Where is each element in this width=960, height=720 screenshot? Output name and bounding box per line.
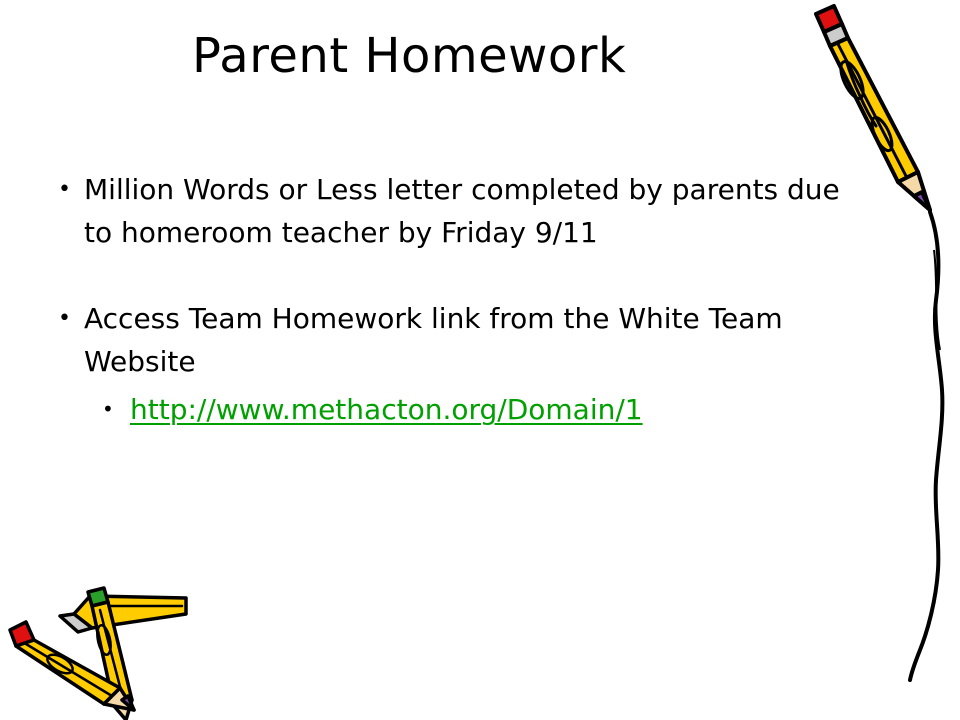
homework-link[interactable]: http://www.methacton.org/Domain/1 xyxy=(130,393,643,426)
bullet-item xyxy=(58,168,864,254)
bullet-item xyxy=(58,297,784,383)
slide-title: Parent Homework xyxy=(192,28,627,84)
bullet-list xyxy=(58,168,858,431)
sub-bullet-item xyxy=(102,388,858,431)
pencil-clipart-icon xyxy=(790,0,960,720)
bullet-text: Access Team Homework link from the White Team Website xyxy=(84,302,783,378)
bullet-text: Million Words or Less letter completed by parents due to homeroom teacher by Friday 9/11 xyxy=(84,173,840,249)
bullet-marker: • xyxy=(58,177,71,202)
bullet-marker: • xyxy=(102,397,114,421)
bullet-marker: • xyxy=(58,306,71,331)
crossed-pencils-clipart-icon xyxy=(0,570,200,720)
